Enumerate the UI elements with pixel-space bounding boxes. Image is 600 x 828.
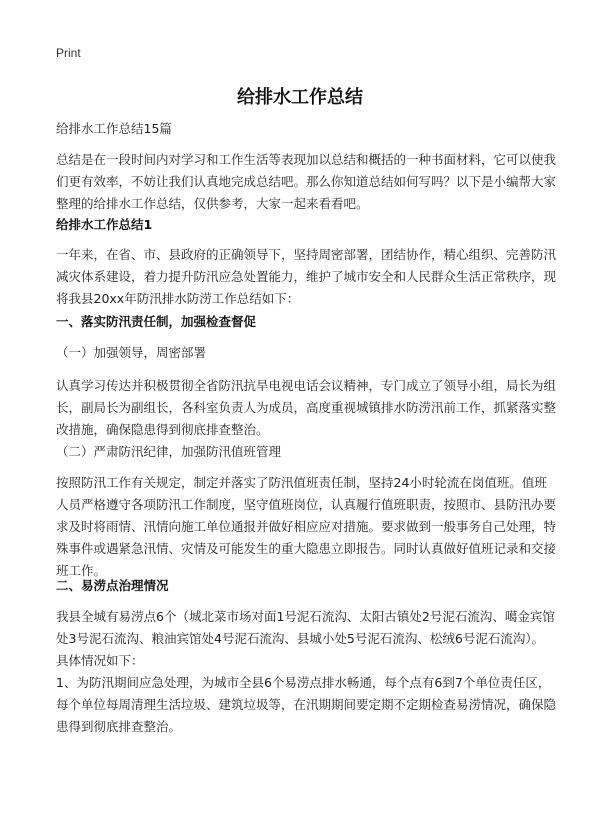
document-title: 给排水工作总结	[237, 87, 363, 108]
section-2-heading: 二、易涝点治理情况	[56, 578, 169, 593]
paragraph-5: 1、为防汛期间应急处理，为城市全县6个易涝点排水畅通，每个点有6到7个单位责任区，每个单位每周清理生活垃圾、建筑垃圾等，在汛期期间要定期不定期检查易涝情况，确保隐患得到彻底排查整治。	[56, 675, 557, 734]
paragraph-2: 认真学习传达并积极贯彻全省防汛抗旱电视电话会议精神，专门成立了领导小组，局长为组长，副局长为副组长，各科室负责人为成员，高度重视城镇排水防涝汛前工作，抓紧落实整改措施，确保隐患得到彻底排查整治。	[56, 378, 557, 437]
section-1-heading: 一、落实防汛责任制，加强检查督促	[56, 314, 257, 329]
paragraph-1: 一年来，在省、市、县政府的正确领导下，坚持周密部署，团结协作，精心组织、完善防汛减灾体系建设，着力提升防汛应急处置能力，维护了城市安全和人民群众生活正常秩序，现将我县20xx年防汛排水防涝工作总结如下：	[56, 247, 557, 306]
paragraph-3: 按照防汛工作有关规定，制定并落实了防汛值班责任制，坚持24小时轮流在岗值班。值班人员严格遵守各项防汛工作制度，坚守值班岗位，认真履行值班职责，按照市、县防汛办要求及时将雨情、汛情向施工单位通报并做好相应应对措施。要求做到一般事务自己处理，特殊事件或遇紧急汛情、灾情及可能发生的重大隐患立即报告。同时认真做好值班记录和交接班工作。	[56, 475, 557, 578]
paragraph-4: 我县全城有易涝点6个（城北菜市场对面1号泥石流沟、太阳古镇处2号泥石流沟、噶金宾馆处3号泥石流沟、粮油宾馆处4号泥石流沟、县城小处5号泥石流沟、松绒6号泥石流沟）。具体情况如下：	[56, 609, 555, 668]
print-label: Print	[56, 46, 81, 60]
subsection-1-heading: （一）加强领导，周密部署	[56, 345, 207, 360]
document-subtitle: 给排水工作总结15篇	[56, 121, 172, 136]
intro-paragraph: 总结是在一段时间内对学习和工作生活等表现加以总结和概括的一种书面材料，它可以使我们更有效率，不妨让我们认真地完成总结吧。那么你知道总结如何写吗？以下是小编帮大家整理的给排水工作总结，仅供参考，大家一起来看看吧。	[56, 152, 557, 211]
summary-1-heading: 给排水工作总结1	[56, 217, 153, 232]
subsection-2-heading: （二）严肃防汛纪律，加强防汛值班管理	[56, 444, 282, 459]
